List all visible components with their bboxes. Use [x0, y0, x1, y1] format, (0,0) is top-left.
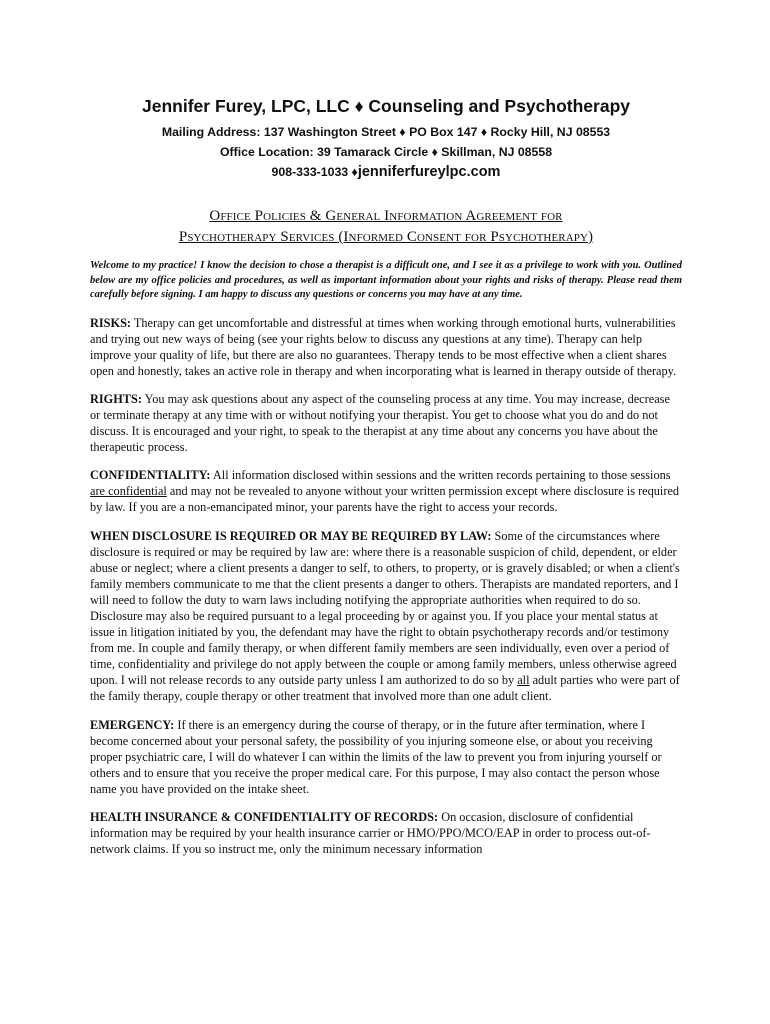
section-text: If there is an emergency during the course of therapy, or in the future after termination, where I become concerned about your personal safety, the possibility of you injuring someone else, or about you receiving proper psychiatric care, I will do whatever I can within the limits of the law to prevent you from injuring yourself or others and to ensure that you receive the proper medical care. For this purpose, I may also contact the person whose name you have provided on the intake sheet. — [90, 717, 662, 796]
section-heading: EMERGENCY: — [90, 717, 175, 732]
document-title — [90, 206, 682, 248]
document-title-line2: Psychotherapy Services (Informed Consent for Psychotherapy) — [178, 229, 594, 245]
section-text-underlined: are confidential — [90, 484, 167, 499]
website-link[interactable]: jenniferfureylpc.com — [357, 164, 501, 180]
section-text: On occasion, disclosure of confidential information may be required by your health insurance carrier or HMO/PPO/MCO/EAP in order to process out-of-network claims. If you so instruct me, only the minimum necessary information — [90, 810, 651, 857]
contact-line — [90, 162, 682, 182]
practice-title: Jennifer Furey, LPC, LLC ♦ Counseling and Psychotherapy — [142, 96, 630, 116]
phone-number: 908-333-1033 ♦ — [271, 165, 358, 179]
intro-paragraph: Welcome to my practice! I know the decision to chose a therapist is a difficult one, and I see it as a privilege to work with you. Outlined below are my office policies and procedures, as well as important information about your rights and risks of therapy. Please read them carefully before signing. I am happy to discuss any questions or concerns you may have at any time. — [90, 260, 682, 300]
section-text: You may ask questions about any aspect of the counseling process at any time. You may increase, decrease or terminate therapy at any time with or without notifying your therapist. You get to choose what you do and do not discuss. It is encouraged and your right, to speak to the therapist at any time about any concerns you have about the therapeutic process. — [90, 391, 670, 455]
section-heading: CONFIDENTIALITY: — [90, 468, 211, 483]
section-confidentiality — [90, 467, 682, 515]
section-text: adult parties who were part of the family therapy, couple therapy or other treatment that involved more than one adult client. — [90, 673, 680, 704]
mailing-address: Mailing Address: 137 Washington Street ♦ PO Box 147 ♦ Rocky Hill, NJ 08553 — [161, 125, 611, 139]
section-emergency — [90, 717, 682, 797]
office-location: Office Location: 39 Tamarack Circle ♦ Skillman, NJ 08558 — [219, 145, 553, 159]
section-heading: WHEN DISCLOSURE IS REQUIRED OR MAY BE REQUIRED BY LAW: — [90, 528, 492, 543]
section-text: All information disclosed within sessions and the written records pertaining to those sessions — [212, 468, 671, 483]
section-disclosure — [90, 528, 682, 705]
section-insurance — [90, 809, 682, 857]
letterhead — [90, 0, 682, 182]
section-text: Some of the circumstances where disclosure is required or may be required by law are: where there is a reasonable suspicion of child, dependent, or elder abuse or neglect; where a client presents a danger to self, to others, to property, or is gravely disabled; or when a client's family members communicate to me that the client presents a danger to others. Therapists are mandated reporters, and I will need to follow the duty to warn laws including notifying the appropriate authorities when required to do so. Disclosure may also be required pursuant to a legal proceeding by or against you. If you place your mental status at issue in litigation initiated by you, the defendant may have the right to obtain psychotherapy records and/or testimony from me. In couple and family therapy, or when different family members are seen individually, even over a period of time, confidentiality and privilege do not apply between the couple or among family members, unless otherwise agreed upon. I will not release records to any outside party unless I am authorized to do so by — [90, 528, 680, 688]
section-rights — [90, 391, 682, 455]
section-heading: HEALTH INSURANCE & CONFIDENTIALITY OF RECORDS: — [90, 810, 439, 825]
section-risks — [90, 315, 682, 379]
document-title-line1: Office Policies & General Information Agreement for — [209, 208, 563, 224]
section-text: Therapy can get uncomfortable and distressful at times when working through emotional hurts, vulnerabilities and trying out new ways of being (see your rights below to discuss any questions at any time). Therapy can help improve your quality of life, but there are also no guarantees. Therapy tends to be most effective when a client shares open and honestly, takes an active role in therapy and when incorporating what is learned in therapy outside of therapy. — [90, 315, 677, 378]
section-heading: RIGHTS: — [90, 391, 142, 406]
section-heading: RISKS: — [90, 315, 132, 330]
section-text: and may not be revealed to anyone without your written permission except where disclosure is required by law. If you are a non-emancipated minor, your parents have the right to access your records. — [90, 484, 680, 515]
section-text-underlined: all — [517, 673, 530, 688]
